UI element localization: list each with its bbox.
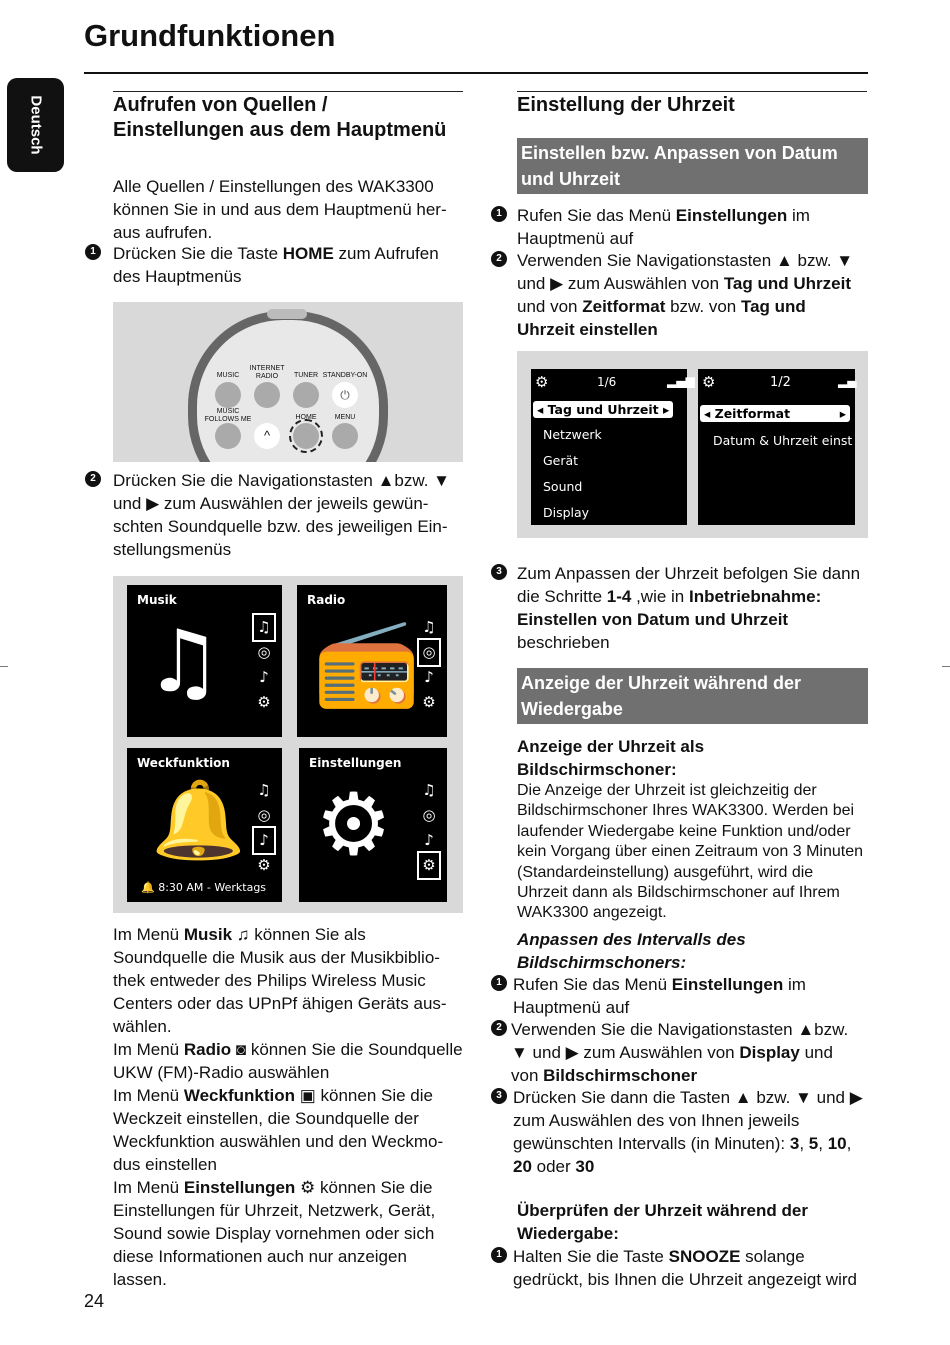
section-bar-anzeige: Anzeige der Uhrzeit während der Wiedergabe: [517, 668, 868, 724]
tile-label: Einstellungen: [309, 756, 402, 770]
left-column-rule: [113, 91, 463, 92]
menu-item[interactable]: Netzwerk: [543, 427, 602, 442]
radio-icon: 📻: [313, 612, 421, 712]
home-button[interactable]: [293, 423, 319, 449]
settings-screens-illustration: [517, 351, 868, 538]
tile-side-icons: ♫ ◎ ♪ ⚙: [254, 615, 274, 715]
music-follows-me-button[interactable]: [215, 423, 241, 449]
page-title: Grundfunktionen: [84, 18, 336, 53]
left-menu-descriptions: [113, 923, 463, 1291]
page-counter: 1/2: [770, 375, 791, 390]
section-bar-datum: Einstellen bzw. Anpassen von Datum und Uhrzeit: [517, 138, 868, 194]
internet-radio-button[interactable]: [254, 382, 280, 408]
tuner-button[interactable]: [293, 382, 319, 408]
alarm-time-line: 🔔 8:30 AM - Werktags: [141, 881, 267, 894]
language-tab: [7, 78, 64, 172]
remote-illustration: [113, 302, 463, 462]
radio-small-icon: ◙: [231, 1040, 247, 1059]
interval-step-1: Rufen Sie das Menü Einstellungen im Hauptmenü auf: [513, 975, 806, 1017]
bell-icon: 🔔: [151, 775, 246, 864]
step-number: 1: [491, 975, 507, 991]
right-heading: Einstellung der Uhrzeit: [517, 94, 735, 116]
remote-label: INTERNET RADIO: [249, 365, 285, 380]
check-step-1: Halten Sie die Taste SNOOZE solange gedrückt, bis Ihnen die Uhrzeit angezeigt wird: [513, 1247, 857, 1289]
tile-label: Musik: [137, 593, 177, 607]
music-tile: [127, 585, 282, 737]
crop-mark: [942, 666, 950, 667]
nav-up-button[interactable]: ^: [254, 423, 280, 449]
para-einst: Im Menü Einstellungen ⚙ können Sie die Einstellungen für Uhrzeit, Netzwerk, Gerät, Sound sowie Display vornehmen oder sich diese Informationen auch nur anzeigen lassen.: [113, 1178, 436, 1289]
music-note-icon: ♫: [145, 612, 223, 712]
screensaver-description: Die Anzeige der Uhrzeit ist gleichzeitig der Bildschirmschoner Ihres WAK3300. Werden bei laufender Wiedergabe keine Funktion und/oder kein Vorgang über einen Zeitraum von 3 Minuten (Standardeinstellung) ausgeführt, wird die Uhrzeit dann als Bildschirmschoner auf Ihrem WAK3300 angezeigt.: [517, 782, 863, 922]
gear-icon: ⚙: [702, 373, 716, 391]
remote-label: MUSIC: [216, 372, 240, 379]
right-step-3: Zum Anpassen der Uhrzeit befolgen Sie dann die Schritte 1-4 ,wie in Inbetriebnahme: Einstellen von Datum und Uhrzeit beschrieben: [517, 564, 861, 652]
remote-label: HOME: [295, 414, 317, 421]
signal-icon: ▂▄: [838, 374, 857, 388]
right-column-rule: [517, 91, 867, 92]
tile-label: Radio: [307, 593, 346, 607]
signal-icon: ▂▄▆: [667, 374, 695, 388]
tile-side-icons: ♫ ◎ ♪ ⚙: [419, 615, 439, 715]
step-number: 1: [491, 1247, 507, 1263]
standby-button[interactable]: ⏻: [332, 382, 358, 408]
crop-mark: [0, 666, 8, 667]
gear-icon: ⚙: [315, 775, 393, 875]
gear-icon: ⚙: [535, 373, 549, 391]
left-heading: Aufrufen von Quellen / Einstellungen aus dem Hauptmenü: [113, 94, 447, 141]
step-number: 2: [85, 471, 101, 487]
remote-label: TUNER: [293, 372, 319, 379]
para-radio: Im Menü Radio ◙ können Sie die Soundquelle UKW (FM)-Radio auswählen: [113, 1040, 463, 1082]
step-number: 2: [491, 1020, 507, 1036]
menu-item[interactable]: Display: [543, 505, 590, 520]
settings-screen-2: [698, 369, 855, 525]
right-step-1: Rufen Sie das Menü Einstellungen im Hauptmenü auf: [517, 206, 810, 248]
main-menu-illustration: [113, 576, 463, 913]
menu-item[interactable]: Datum & Uhrzeit einst: [713, 433, 853, 448]
step-number: 2: [491, 251, 507, 267]
music-button[interactable]: [215, 382, 241, 408]
alarm-tile: [127, 748, 282, 902]
left-step-1: Drücken Sie die Taste HOME zum Aufrufen des Hauptmenüs: [113, 244, 439, 286]
step-number: 1: [85, 244, 101, 260]
step-number: 3: [491, 564, 507, 580]
gear-small-icon: ⚙: [295, 1178, 316, 1197]
radio-tile: [297, 585, 447, 737]
tile-side-icons: ♫ ◎ ♪ ⚙: [419, 778, 439, 878]
header-rule: [84, 72, 868, 74]
page-number: 24: [84, 1291, 105, 1311]
left-intro: Alle Quellen / Einstellungen des WAK3300 können Sie in und aus dem Hauptmenü her-aus aufrufen.: [113, 177, 447, 242]
subheading-intervall: Anpassen des Intervalls des Bildschirmschoners:: [517, 930, 746, 972]
page-counter: 1/6: [597, 375, 617, 389]
para-musik: Im Menü Musik ♫ können Sie als Soundquelle die Musik aus der Musikbiblio-thek entweder des Philips Wireless Music Centers oder das UPnPf ähigen Geräts aus-wählen.: [113, 925, 447, 1036]
step-number: 3: [491, 1088, 507, 1104]
menu-button[interactable]: [332, 423, 358, 449]
remote-label: MUSIC FOLLOWS ME: [204, 408, 252, 423]
menu-item-selected[interactable]: ◂ Zeitformat ▸: [700, 405, 850, 422]
right-step-2: Verwenden Sie Navigationstasten ▲ bzw. ▼ und ▶ zum Auswählen von Tag und Uhrzeit und von Zeitformat bzw. von Tag und Uhrzeit einstellen: [517, 251, 854, 339]
para-weck: Im Menü Weckfunktion ▣ können Sie die Weckzeit einstellen, die Soundquelle der Weckfunktion auswählen und den Weckmo-dus einstellen: [113, 1086, 444, 1174]
settings-tile: [299, 748, 447, 902]
step-number: 1: [491, 206, 507, 222]
interval-step-3: Drücken Sie dann die Tasten ▲ bzw. ▼ und ▶ zum Auswählen des von Ihnen jeweils gewünschten Intervalls (in Minuten): 3, 5, 10, 20 oder 30: [513, 1088, 863, 1176]
interval-step-2: Verwenden Sie die Navigationstasten ▲bzw. ▼ und ▶ zum Auswählen von Display und von Bildschirmschoner: [511, 1020, 849, 1085]
menu-item[interactable]: Gerät: [543, 453, 579, 468]
menu-item[interactable]: Sound: [543, 479, 583, 494]
remote-label: STANDBY-ON: [322, 372, 368, 379]
left-step-2: Drücken Sie die Navigationstasten ▲bzw. ▼ und ▶ zum Auswählen der jeweils gewün-schten Soundquelle bzw. des jeweiligen Ein-stellungsmenüs: [113, 471, 450, 559]
tile-label: Weckfunktion: [137, 756, 230, 770]
settings-screen-1: [531, 369, 695, 525]
menu-item-selected[interactable]: ◂ Tag und Uhrzeit ▸: [533, 402, 673, 417]
language-tab-label: Deutsch: [27, 95, 44, 155]
remote-label: MENU: [334, 414, 356, 421]
remote-top-notch: [267, 309, 307, 319]
music-small-icon: ♫: [232, 925, 250, 944]
subheading-bildschirmschoner: Anzeige der Uhrzeit als Bildschirmschoner:: [517, 737, 705, 779]
bell-small-icon: ▣: [295, 1086, 316, 1105]
subheading-ueberpruefen: Überprüfen der Uhrzeit während der Wiedergabe:: [517, 1201, 808, 1243]
tile-side-icons: ♫ ◎ ♪ ⚙: [254, 778, 274, 878]
